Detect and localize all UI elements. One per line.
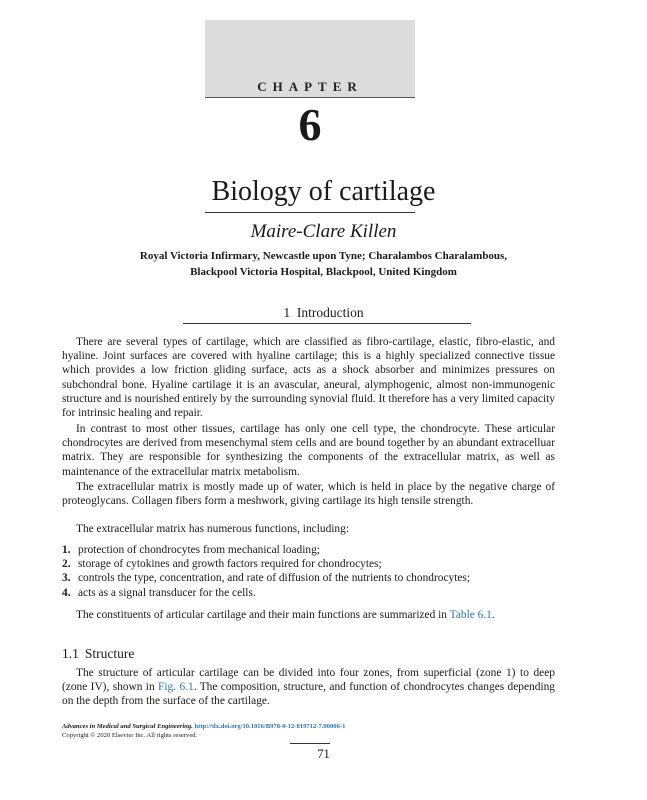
list-item-number: 1.	[62, 544, 71, 556]
chapter-title: Biology of cartilage	[211, 176, 436, 207]
affiliation-line-2: Blackpool Victoria Hospital, Blackpool, United Kingdom	[190, 266, 457, 278]
list-item-text: storage of cytokines and growth factors required for chondrocytes;	[78, 558, 382, 571]
subsection-number: 1.1	[62, 646, 79, 661]
list-item-number: 2.	[62, 558, 71, 571]
list-item-text: acts as a signal transducer for the cells.	[78, 586, 256, 599]
paragraph-3: The extracellular matrix is mostly made up of water, which is held in place by the negative charge of proteoglycans. Collagen fibers form a meshwork, giving cartilage its high tensile strength.	[62, 481, 555, 508]
author-affiliation	[60, 248, 587, 280]
list-item-text: controls the type, concentration, and rate of diffusion of the nutrients to chondrocytes;	[78, 572, 471, 585]
section-rule	[183, 323, 471, 324]
figure-6-1-link[interactable]: Fig. 6.1	[158, 681, 194, 694]
title-rule	[205, 212, 415, 213]
list-item-number: 4.	[62, 586, 71, 599]
list-item	[62, 557, 555, 571]
chapter-label: CHAPTER	[257, 79, 363, 94]
list-item-number: 3.	[62, 572, 71, 585]
chapter-number: 6	[298, 99, 322, 150]
page-footer	[62, 722, 345, 740]
paragraph-5: The constituents of articular cartilage and their main functions are summarized in Table 6.1.	[76, 609, 495, 621]
section-heading-introduction	[120, 304, 527, 322]
page-number-rule	[290, 743, 330, 744]
doi-link[interactable]: http://dx.doi.org/10.1016/B978-0-12-819712-7.00006-1	[194, 723, 346, 730]
section-title: Introduction	[296, 305, 364, 320]
chapter-rule	[205, 97, 415, 98]
author-name: Maire-Clare Killen	[250, 221, 397, 242]
list-item	[62, 586, 555, 600]
journal-name: Advances in Medical and Surgical Engineering.	[62, 723, 193, 730]
copyright-notice: Copyright © 2020 Elsevier Inc. All rights reserved.	[62, 732, 198, 739]
affiliation-line-1: Royal Victoria Infirmary, Newcastle upon Tyne; Charalambos Charalambous,	[139, 250, 508, 262]
paragraph-4: The extracellular matrix has numerous functions, including:	[76, 523, 349, 535]
page-number: 71	[317, 747, 330, 761]
section-number: 1	[283, 305, 291, 320]
paragraph-1: There are several types of cartilage, which are classified as fibro-cartilage, elastic, fibro-elastic, and hyaline. Joint surfaces are covered with hyaline cartilage; this is a highly specialized connective tissue which provides a low friction gliding surface, acts as a shock absorber and minimizes pressures on subchondral bone. Hyaline cartilage it is an avascular, aneural, alymphogenic, almost non-immunogenic structure and is nourished entirely by the surrounding synovial fluid. It therefore has a very limited capacity for intrinsic healing and repair.	[62, 336, 555, 420]
subsection-title: Structure	[84, 646, 135, 661]
table-6-1-link[interactable]: Table 6.1	[449, 609, 492, 621]
function-list	[62, 543, 555, 600]
paragraph-structure: The structure of articular cartilage can be divided into four zones, from superficial (zone 1) to deep (zone IV), shown in Fig. 6.1. The composition, structure, and function of chondrocytes changes depending on the depth from the surface of the cartilage.	[62, 667, 555, 708]
paragraph-2: In contrast to most other tissues, cartilage has only one cell type, the chondrocyte. These articular chondrocytes are derived from mesenchymal stem cells and are bound together by an abundant extracelluar matrix. They are responsible for synthesizing the components of the extracellular matrix, as well as maintenance of the extracellular matrix metabolism.	[62, 423, 555, 478]
list-item	[62, 571, 555, 585]
list-item	[62, 543, 555, 557]
subsection-heading-structure	[62, 645, 134, 663]
list-item-text: protection of chondrocytes from mechanical loading;	[78, 544, 320, 556]
